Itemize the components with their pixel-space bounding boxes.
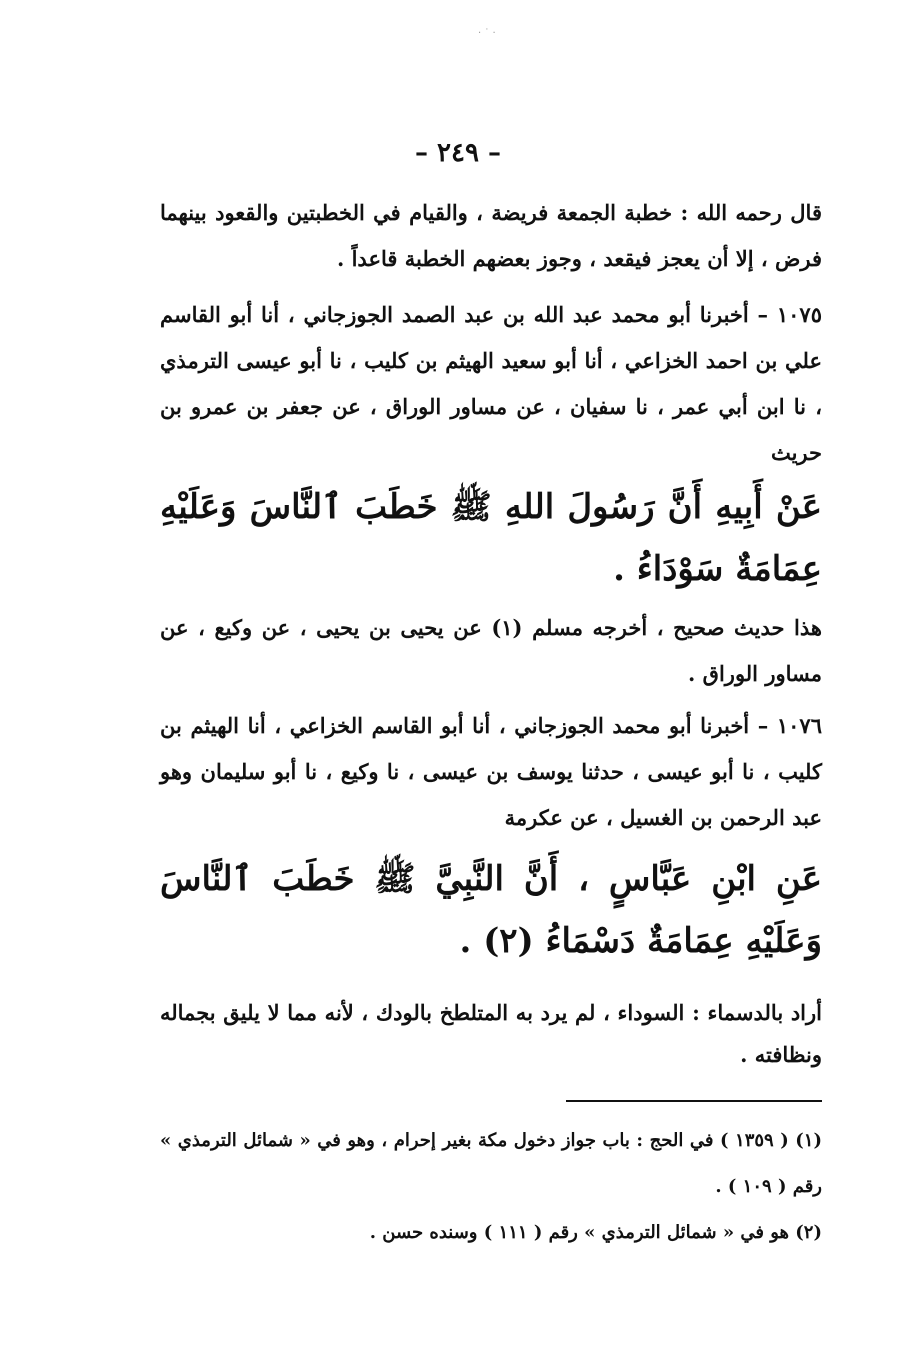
grading-1075: هذا حديث صحيح ، أخرجه مسلم (١) عن يحيى بن يحيى ، عن وكيع ، عن مساور الوراق . — [160, 615, 822, 686]
page-number: – ٢٤٩ – — [414, 138, 502, 168]
isnad-1075: ١٠٧٥ – أخبرنا أبو محمد عبد الله بن عبد الصمد الجوزجاني ، أنا أبو القاسم علي بن احمد الخزاعي ، أنا أبو سعيد الهيثم بن كليب ، نا أبو عيسى الترمذي ، نا ابن أبي عمر ، نا سفيان ، عن مساور الوراق ، عن جعفر بن عمرو بن حريث — [160, 302, 822, 465]
matn-1076: عَنِ ابْنِ عَبَّاسٍ ، أَنَّ النَّبِيَّ ﷺ خَطَبَ ٱلنَّاسَ وَعَلَيْهِ عِمَامَةٌ دَسْمَاءُ (٢) . — [160, 859, 822, 961]
intro-paragraph: قال رحمه الله : خطبة الجمعة فريضة ، والقيام في الخطبتين والقعود بينهما فرض ، إلا أن يعجز فيقعد ، وجوز بعضهم الخطبة قاعداً . — [160, 200, 822, 271]
footnote-1: (١) ( ١٣٥٩ ) في الحج : باب جواز دخول مكة بغير إحرام ، وهو في « شمائل الترمذي » رقم ( ١٠٩ ) . — [160, 1130, 822, 1197]
footnote-divider — [566, 1100, 822, 1102]
footnote-2: (٢) هو في « شمائل الترمذي » رقم ( ١١١ ) وسنده حسن . — [369, 1222, 822, 1243]
isnad-1076: ١٠٧٦ – أخبرنا أبو محمد الجوزجاني ، أنا أبو القاسم الخزاعي ، أنا الهيثم بن كليب ، نا أبو عيسى ، حدثنا يوسف بن عيسى ، نا وكيع ، نا أبو سليمان وهو عبد الرحمن بن الغسيل ، عن عكرمة — [160, 713, 822, 830]
explanation-paragraph: أراد بالدسماء : السوداء ، لم يرد به المتلطخ بالودك ، لأنه مما لا يليق بجماله ونظافته . — [160, 1000, 822, 1067]
scan-speck: ‧ ˙ ‧ — [478, 28, 496, 39]
matn-1075: عَنْ أَبِيهِ أَنَّ رَسُولَ اللهِ ﷺ خَطَبَ ٱلنَّاسَ وَعَلَيْهِ عِمَامَةٌ سَوْدَاءُ . — [160, 487, 822, 589]
